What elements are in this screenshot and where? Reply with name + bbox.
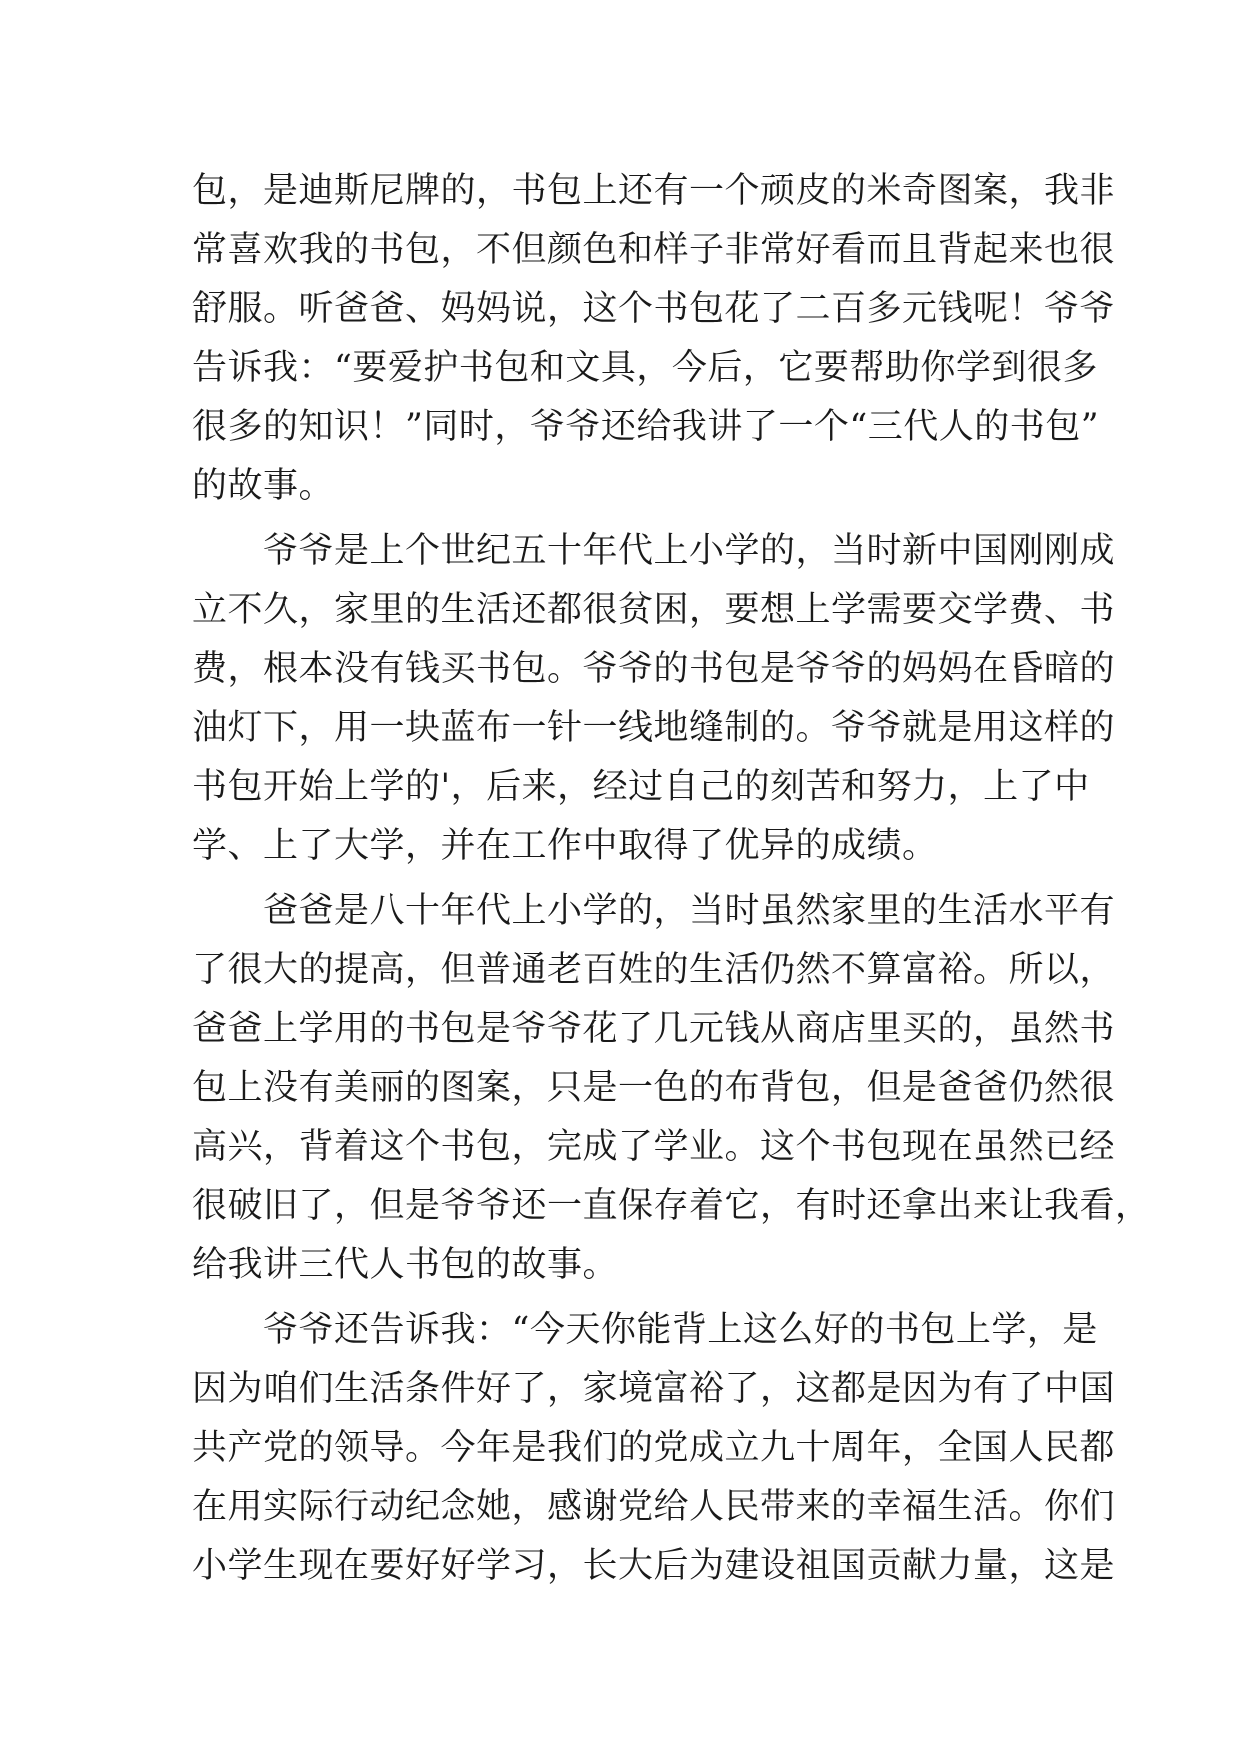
text-line: 包上没有美丽的图案，只是一色的布背包，但是爸爸仍然很: [192, 1068, 1116, 1108]
text-line: 爷爷还告诉我：“今天你能背上这么好的书包上学，是: [192, 1310, 1098, 1350]
paragraph-4: [192, 1301, 1116, 1596]
text-line: 因为咱们生活条件好了，家境富裕了，这都是因为有了中国: [192, 1369, 1116, 1409]
text-line: 舒服。听爸爸、妈妈说，这个书包花了二百多元钱呢！爷爷: [192, 289, 1116, 329]
text-line: 常喜欢我的书包，不但颜色和样子非常好看而且背起来也很: [192, 230, 1116, 270]
text-line: 小学生现在要好好学习，长大后为建设祖国贡献力量，这是: [192, 1546, 1116, 1586]
text-line: 共产党的领导。今年是我们的党成立九十周年，全国人民都: [192, 1428, 1116, 1468]
text-line: 爷爷是上个世纪五十年代上小学的，当时新中国刚刚成: [192, 531, 1116, 571]
text-line: 费，根本没有钱买书包。爷爷的书包是爷爷的妈妈在昏暗的: [192, 649, 1116, 689]
paragraph-3: [192, 882, 1151, 1295]
text-line: 书包开始上学的'，后来，经过自己的刻苦和努力，上了中: [192, 767, 1090, 807]
text-line: 很多的知识！”同时，爷爷还给我讲了一个“三代人的书包”: [192, 407, 1100, 447]
text-line: 在用实际行动纪念她，感谢党给人民带来的幸福生活。你们: [192, 1487, 1116, 1527]
text-line: 油灯下，用一块蓝布一针一线地缝制的。爷爷就是用这样的: [192, 708, 1116, 748]
text-line: 告诉我：“要爱护书包和文具，今后，它要帮助你学到很多: [192, 348, 1098, 388]
text-line: 爸爸上学用的书包是爷爷花了几元钱从商店里买的，虽然书: [192, 1009, 1116, 1049]
text-line: 学、上了大学，并在工作中取得了优异的成绩。: [192, 826, 938, 866]
text-line: 高兴，背着这个书包，完成了学业。这个书包现在虽然已经: [192, 1127, 1116, 1167]
document-body: [192, 162, 1151, 1596]
text-line: 的故事。: [192, 466, 335, 506]
text-line: 包，是迪斯尼牌的，书包上还有一个顽皮的米奇图案，我非: [192, 171, 1116, 211]
text-line: 了很大的提高，但普通老百姓的生活仍然不算富裕。所以，: [192, 950, 1116, 990]
text-line: 爸爸是八十年代上小学的，当时虽然家里的生活水平有: [192, 891, 1116, 931]
text-line: 立不久，家里的生活还都很贫困，要想上学需要交学费、书: [192, 590, 1116, 630]
text-line: 很破旧了，但是爷爷还一直保存着它，有时还拿出来让我看，: [192, 1186, 1151, 1226]
paragraph-1: [192, 162, 1116, 516]
paragraph-2: [192, 522, 1116, 876]
text-line: 给我讲三代人书包的故事。: [192, 1245, 619, 1285]
